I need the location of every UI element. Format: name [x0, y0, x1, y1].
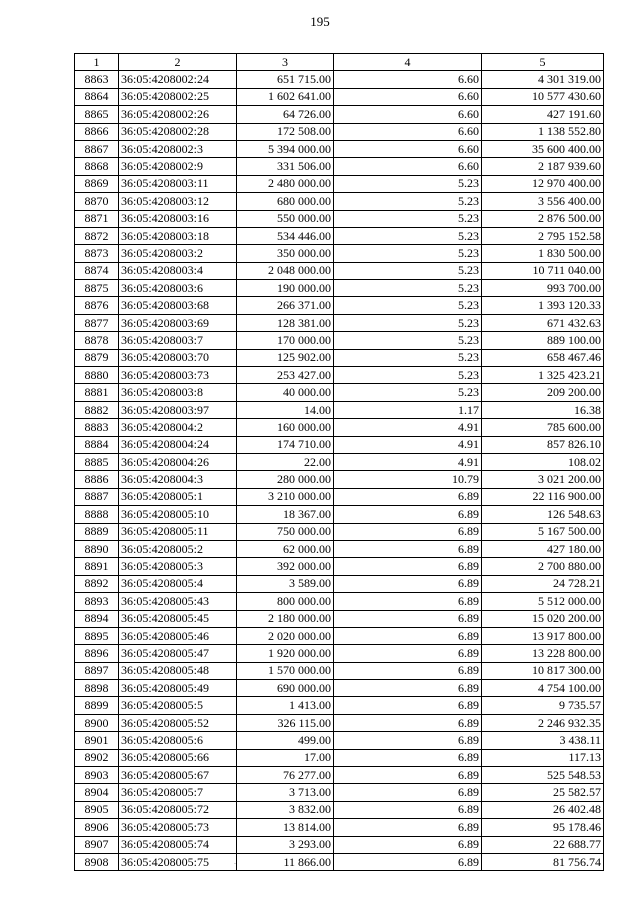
row-number-cell: 8872 [75, 227, 119, 244]
row-number-cell: 8883 [75, 419, 119, 436]
total-cell: 10 711 040.00 [482, 262, 604, 279]
total-cell: 3 438.11 [482, 732, 604, 749]
rate-cell: 5.23 [334, 227, 482, 244]
total-cell: 12 970 400.00 [482, 175, 604, 192]
value-cell: 190 000.00 [237, 280, 334, 297]
cadastral-number-cell: 36:05:4208005:67 [119, 767, 237, 784]
cadastral-number-cell: 36:05:4208005:46 [119, 627, 237, 644]
total-cell: 22 116 900.00 [482, 488, 604, 505]
cadastral-number-cell: 36:05:4208003:4 [119, 262, 237, 279]
page-number: 195 [310, 14, 330, 29]
table-row [75, 819, 604, 836]
value-cell: 750 000.00 [237, 523, 334, 540]
row-number-cell: 8886 [75, 471, 119, 488]
rate-cell: 4.91 [334, 453, 482, 470]
total-cell: 785 600.00 [482, 419, 604, 436]
rate-cell: 6.89 [334, 593, 482, 610]
table-row [75, 801, 604, 818]
row-number-cell: 8874 [75, 262, 119, 279]
row-number-cell: 8889 [75, 523, 119, 540]
total-cell: 525 548.53 [482, 767, 604, 784]
total-cell: 10 817 300.00 [482, 662, 604, 679]
cadastral-number-cell: 36:05:4208004:24 [119, 436, 237, 453]
cadastral-number-cell: 36:05:4208005:2 [119, 540, 237, 557]
value-cell: 125 902.00 [237, 349, 334, 366]
row-number-cell: 8899 [75, 697, 119, 714]
value-cell: 76 277.00 [237, 767, 334, 784]
table-row [75, 436, 604, 453]
footer-mark: . [234, 857, 236, 866]
table-row [75, 123, 604, 140]
row-number-cell: 8902 [75, 749, 119, 766]
value-cell: 1 602 641.00 [237, 88, 334, 105]
rate-cell: 6.60 [334, 123, 482, 140]
total-cell: 117.13 [482, 749, 604, 766]
row-number-cell: 8877 [75, 314, 119, 331]
value-cell: 350 000.00 [237, 245, 334, 262]
row-number-cell: 8873 [75, 245, 119, 262]
row-number-cell: 8885 [75, 453, 119, 470]
value-cell: 40 000.00 [237, 384, 334, 401]
cadastral-number-cell: 36:05:4208005:74 [119, 836, 237, 853]
cadastral-number-cell: 36:05:4208005:75 [119, 853, 237, 870]
rate-cell: 6.60 [334, 106, 482, 123]
row-number-cell: 8881 [75, 384, 119, 401]
column-header: 3 [237, 54, 334, 71]
rate-cell: 6.89 [334, 488, 482, 505]
row-number-cell: 8901 [75, 732, 119, 749]
column-header: 2 [119, 54, 237, 71]
table-row [75, 627, 604, 644]
table-row [75, 540, 604, 557]
rate-cell: 5.23 [334, 210, 482, 227]
rate-cell: 6.89 [334, 680, 482, 697]
row-number-cell: 8868 [75, 158, 119, 175]
total-cell: 2 187 939.60 [482, 158, 604, 175]
row-number-cell: 8867 [75, 140, 119, 157]
rate-cell: 5.23 [334, 262, 482, 279]
total-cell: 26 402.48 [482, 801, 604, 818]
cadastral-number-cell: 36:05:4208003:69 [119, 314, 237, 331]
table-row [75, 471, 604, 488]
value-cell: 651 715.00 [237, 71, 334, 88]
rate-cell: 6.60 [334, 88, 482, 105]
cadastral-number-cell: 36:05:4208005:73 [119, 819, 237, 836]
cadastral-number-cell: 36:05:4208002:3 [119, 140, 237, 157]
row-number-cell: 8900 [75, 714, 119, 731]
cadastral-number-cell: 36:05:4208003:68 [119, 297, 237, 314]
value-cell: 14.00 [237, 401, 334, 418]
rate-cell: 6.89 [334, 506, 482, 523]
cadastral-number-cell: 36:05:4208002:25 [119, 88, 237, 105]
row-number-cell: 8897 [75, 662, 119, 679]
cadastral-number-cell: 36:05:4208005:48 [119, 662, 237, 679]
cadastral-number-cell: 36:05:4208004:2 [119, 419, 237, 436]
table-row [75, 262, 604, 279]
row-number-cell: 8891 [75, 558, 119, 575]
row-number-cell: 8870 [75, 193, 119, 210]
rate-cell: 5.23 [334, 280, 482, 297]
rate-cell: 5.23 [334, 314, 482, 331]
rate-cell: 5.23 [334, 349, 482, 366]
table-row [75, 401, 604, 418]
rate-cell: 5.23 [334, 367, 482, 384]
row-number-cell: 8878 [75, 332, 119, 349]
cadastral-number-cell: 36:05:4208002:26 [119, 106, 237, 123]
value-cell: 18 367.00 [237, 506, 334, 523]
total-cell: 95 178.46 [482, 819, 604, 836]
table-row [75, 88, 604, 105]
rate-cell: 6.89 [334, 697, 482, 714]
total-cell: 427 180.00 [482, 540, 604, 557]
table-row [75, 210, 604, 227]
table-row [75, 106, 604, 123]
table-row [75, 506, 604, 523]
total-cell: 13 228 800.00 [482, 645, 604, 662]
table-row [75, 784, 604, 801]
total-cell: 22 688.77 [482, 836, 604, 853]
table-row [75, 593, 604, 610]
table-row [75, 227, 604, 244]
value-cell: 3 832.00 [237, 801, 334, 818]
table-row [75, 575, 604, 592]
row-number-cell: 8895 [75, 627, 119, 644]
rate-cell: 6.89 [334, 767, 482, 784]
value-cell: 534 446.00 [237, 227, 334, 244]
rate-cell: 6.60 [334, 140, 482, 157]
table-row [75, 714, 604, 731]
table-row [75, 71, 604, 88]
row-number-cell: 8906 [75, 819, 119, 836]
cadastral-number-cell: 36:05:4208002:28 [119, 123, 237, 140]
table-row [75, 349, 604, 366]
table-row [75, 140, 604, 157]
rate-cell: 5.23 [334, 245, 482, 262]
total-cell: 993 700.00 [482, 280, 604, 297]
row-number-cell: 8865 [75, 106, 119, 123]
rate-cell: 5.23 [334, 193, 482, 210]
row-number-cell: 8894 [75, 610, 119, 627]
row-number-cell: 8879 [75, 349, 119, 366]
table-row [75, 158, 604, 175]
value-cell: 172 508.00 [237, 123, 334, 140]
total-cell: 15 020 200.00 [482, 610, 604, 627]
value-cell: 13 814.00 [237, 819, 334, 836]
table-row [75, 767, 604, 784]
table-row [75, 297, 604, 314]
rate-cell: 6.89 [334, 610, 482, 627]
table-row [75, 367, 604, 384]
total-cell: 427 191.60 [482, 106, 604, 123]
cadastral-number-cell: 36:05:4208003:97 [119, 401, 237, 418]
total-cell: 3 556 400.00 [482, 193, 604, 210]
rate-cell: 6.89 [334, 523, 482, 540]
table-row [75, 332, 604, 349]
cadastral-number-cell: 36:05:4208005:10 [119, 506, 237, 523]
rate-cell: 4.91 [334, 436, 482, 453]
table-row [75, 175, 604, 192]
row-number-cell: 8882 [75, 401, 119, 418]
table-row [75, 245, 604, 262]
total-cell: 2 246 932.35 [482, 714, 604, 731]
table-row [75, 662, 604, 679]
value-cell: 280 000.00 [237, 471, 334, 488]
cadastral-number-cell: 36:05:4208005:45 [119, 610, 237, 627]
table-row [75, 193, 604, 210]
total-cell: 3 021 200.00 [482, 471, 604, 488]
row-number-cell: 8896 [75, 645, 119, 662]
value-cell: 1 570 000.00 [237, 662, 334, 679]
table-row [75, 384, 604, 401]
table-row [75, 453, 604, 470]
cadastral-number-cell: 36:05:4208002:9 [119, 158, 237, 175]
cadastral-number-cell: 36:05:4208005:5 [119, 697, 237, 714]
value-cell: 170 000.00 [237, 332, 334, 349]
cadastral-number-cell: 36:05:4208003:8 [119, 384, 237, 401]
table-row [75, 558, 604, 575]
value-cell: 3 210 000.00 [237, 488, 334, 505]
value-cell: 160 000.00 [237, 419, 334, 436]
row-number-cell: 8887 [75, 488, 119, 505]
total-cell: 671 432.63 [482, 314, 604, 331]
table-header-row [75, 54, 604, 71]
row-number-cell: 8871 [75, 210, 119, 227]
value-cell: 1 920 000.00 [237, 645, 334, 662]
row-number-cell: 8884 [75, 436, 119, 453]
rate-cell: 6.89 [334, 540, 482, 557]
cadastral-number-cell: 36:05:4208005:3 [119, 558, 237, 575]
row-number-cell: 8863 [75, 71, 119, 88]
row-number-cell: 8908 [75, 853, 119, 870]
value-cell: 5 394 000.00 [237, 140, 334, 157]
total-cell: 25 582.57 [482, 784, 604, 801]
table-row [75, 419, 604, 436]
row-number-cell: 8869 [75, 175, 119, 192]
table-row [75, 853, 604, 870]
total-cell: 24 728.21 [482, 575, 604, 592]
value-cell: 690 000.00 [237, 680, 334, 697]
rate-cell: 6.89 [334, 853, 482, 870]
cadastral-number-cell: 36:05:4208005:1 [119, 488, 237, 505]
cadastral-number-cell: 36:05:4208003:11 [119, 175, 237, 192]
rate-cell: 5.23 [334, 297, 482, 314]
column-header: 1 [75, 54, 119, 71]
value-cell: 2 480 000.00 [237, 175, 334, 192]
rate-cell: 6.89 [334, 627, 482, 644]
cadastral-number-cell: 36:05:4208004:26 [119, 453, 237, 470]
cadastral-number-cell: 36:05:4208005:52 [119, 714, 237, 731]
cadastral-number-cell: 36:05:4208003:6 [119, 280, 237, 297]
cadastral-number-cell: 36:05:4208002:24 [119, 71, 237, 88]
rate-cell: 6.89 [334, 714, 482, 731]
value-cell: 800 000.00 [237, 593, 334, 610]
row-number-cell: 8866 [75, 123, 119, 140]
value-cell: 64 726.00 [237, 106, 334, 123]
cadastral-number-cell: 36:05:4208003:7 [119, 332, 237, 349]
row-number-cell: 8876 [75, 297, 119, 314]
table-row [75, 697, 604, 714]
cadastral-number-cell: 36:05:4208003:12 [119, 193, 237, 210]
total-cell: 1 393 120.33 [482, 297, 604, 314]
value-cell: 331 506.00 [237, 158, 334, 175]
column-header: 4 [334, 54, 482, 71]
total-cell: 1 325 423.21 [482, 367, 604, 384]
cadastral-number-cell: 36:05:4208005:4 [119, 575, 237, 592]
cadastral-number-cell: 36:05:4208005:72 [119, 801, 237, 818]
rate-cell: 1.17 [334, 401, 482, 418]
cadastral-number-cell: 36:05:4208003:16 [119, 210, 237, 227]
row-number-cell: 8898 [75, 680, 119, 697]
rate-cell: 6.89 [334, 645, 482, 662]
total-cell: 1 830 500.00 [482, 245, 604, 262]
value-cell: 499.00 [237, 732, 334, 749]
rate-cell: 6.89 [334, 836, 482, 853]
cadastral-number-cell: 36:05:4208005:47 [119, 645, 237, 662]
total-cell: 5 512 000.00 [482, 593, 604, 610]
column-header: 5 [482, 54, 604, 71]
rate-cell: 6.89 [334, 558, 482, 575]
cadastral-number-cell: 36:05:4208005:43 [119, 593, 237, 610]
rate-cell: 6.89 [334, 784, 482, 801]
table-row [75, 314, 604, 331]
total-cell: 2 876 500.00 [482, 210, 604, 227]
value-cell: 680 000.00 [237, 193, 334, 210]
rate-cell: 6.60 [334, 71, 482, 88]
table-row [75, 610, 604, 627]
cadastral-number-cell: 36:05:4208005:49 [119, 680, 237, 697]
total-cell: 2 795 152.58 [482, 227, 604, 244]
data-table [74, 53, 604, 871]
value-cell: 2 180 000.00 [237, 610, 334, 627]
row-number-cell: 8893 [75, 593, 119, 610]
rate-cell: 6.89 [334, 749, 482, 766]
row-number-cell: 8892 [75, 575, 119, 592]
cadastral-number-cell: 36:05:4208003:70 [119, 349, 237, 366]
cadastral-number-cell: 36:05:4208005:7 [119, 784, 237, 801]
total-cell: 658 467.46 [482, 349, 604, 366]
total-cell: 857 826.10 [482, 436, 604, 453]
rate-cell: 6.89 [334, 801, 482, 818]
total-cell: 2 700 880.00 [482, 558, 604, 575]
value-cell: 550 000.00 [237, 210, 334, 227]
table-row [75, 836, 604, 853]
rate-cell: 6.60 [334, 158, 482, 175]
value-cell: 3 293.00 [237, 836, 334, 853]
value-cell: 3 713.00 [237, 784, 334, 801]
value-cell: 266 371.00 [237, 297, 334, 314]
total-cell: 889 100.00 [482, 332, 604, 349]
total-cell: 10 577 430.60 [482, 88, 604, 105]
table-body [75, 54, 604, 871]
rate-cell: 6.89 [334, 732, 482, 749]
table-row [75, 280, 604, 297]
total-cell: 81 756.74 [482, 853, 604, 870]
table-row [75, 645, 604, 662]
row-number-cell: 8890 [75, 540, 119, 557]
value-cell: 174 710.00 [237, 436, 334, 453]
value-cell: 17.00 [237, 749, 334, 766]
rate-cell: 10.79 [334, 471, 482, 488]
rate-cell: 5.23 [334, 332, 482, 349]
row-number-cell: 8864 [75, 88, 119, 105]
value-cell: 1 413.00 [237, 697, 334, 714]
cadastral-number-cell: 36:05:4208003:18 [119, 227, 237, 244]
cadastral-number-cell: 36:05:4208004:3 [119, 471, 237, 488]
table-row [75, 749, 604, 766]
value-cell: 128 381.00 [237, 314, 334, 331]
total-cell: 4 301 319.00 [482, 71, 604, 88]
value-cell: 62 000.00 [237, 540, 334, 557]
cadastral-number-cell: 36:05:4208005:66 [119, 749, 237, 766]
value-cell: 326 115.00 [237, 714, 334, 731]
row-number-cell: 8888 [75, 506, 119, 523]
total-cell: 126 548.63 [482, 506, 604, 523]
total-cell: 13 917 800.00 [482, 627, 604, 644]
table-row [75, 488, 604, 505]
total-cell: 209 200.00 [482, 384, 604, 401]
table-row [75, 523, 604, 540]
rate-cell: 4.91 [334, 419, 482, 436]
cadastral-number-cell: 36:05:4208005:11 [119, 523, 237, 540]
cadastral-number-cell: 36:05:4208003:2 [119, 245, 237, 262]
value-cell: 253 427.00 [237, 367, 334, 384]
value-cell: 2 048 000.00 [237, 262, 334, 279]
cadastral-number-cell: 36:05:4208003:73 [119, 367, 237, 384]
total-cell: 1 138 552.80 [482, 123, 604, 140]
table-row [75, 680, 604, 697]
value-cell: 392 000.00 [237, 558, 334, 575]
cadastral-number-cell: 36:05:4208005:6 [119, 732, 237, 749]
value-cell: 3 589.00 [237, 575, 334, 592]
row-number-cell: 8905 [75, 801, 119, 818]
row-number-cell: 8904 [75, 784, 119, 801]
rate-cell: 6.89 [334, 819, 482, 836]
rate-cell: 5.23 [334, 384, 482, 401]
total-cell: 5 167 500.00 [482, 523, 604, 540]
rate-cell: 6.89 [334, 575, 482, 592]
row-number-cell: 8903 [75, 767, 119, 784]
total-cell: 9 735.57 [482, 697, 604, 714]
rate-cell: 5.23 [334, 175, 482, 192]
row-number-cell: 8907 [75, 836, 119, 853]
total-cell: 108.02 [482, 453, 604, 470]
row-number-cell: 8875 [75, 280, 119, 297]
value-cell: 11 866.00 [237, 853, 334, 870]
rate-cell: 6.89 [334, 662, 482, 679]
table-row [75, 732, 604, 749]
total-cell: 16.38 [482, 401, 604, 418]
row-number-cell: 8880 [75, 367, 119, 384]
value-cell: 2 020 000.00 [237, 627, 334, 644]
value-cell: 22.00 [237, 453, 334, 470]
total-cell: 4 754 100.00 [482, 680, 604, 697]
total-cell: 35 600 400.00 [482, 140, 604, 157]
